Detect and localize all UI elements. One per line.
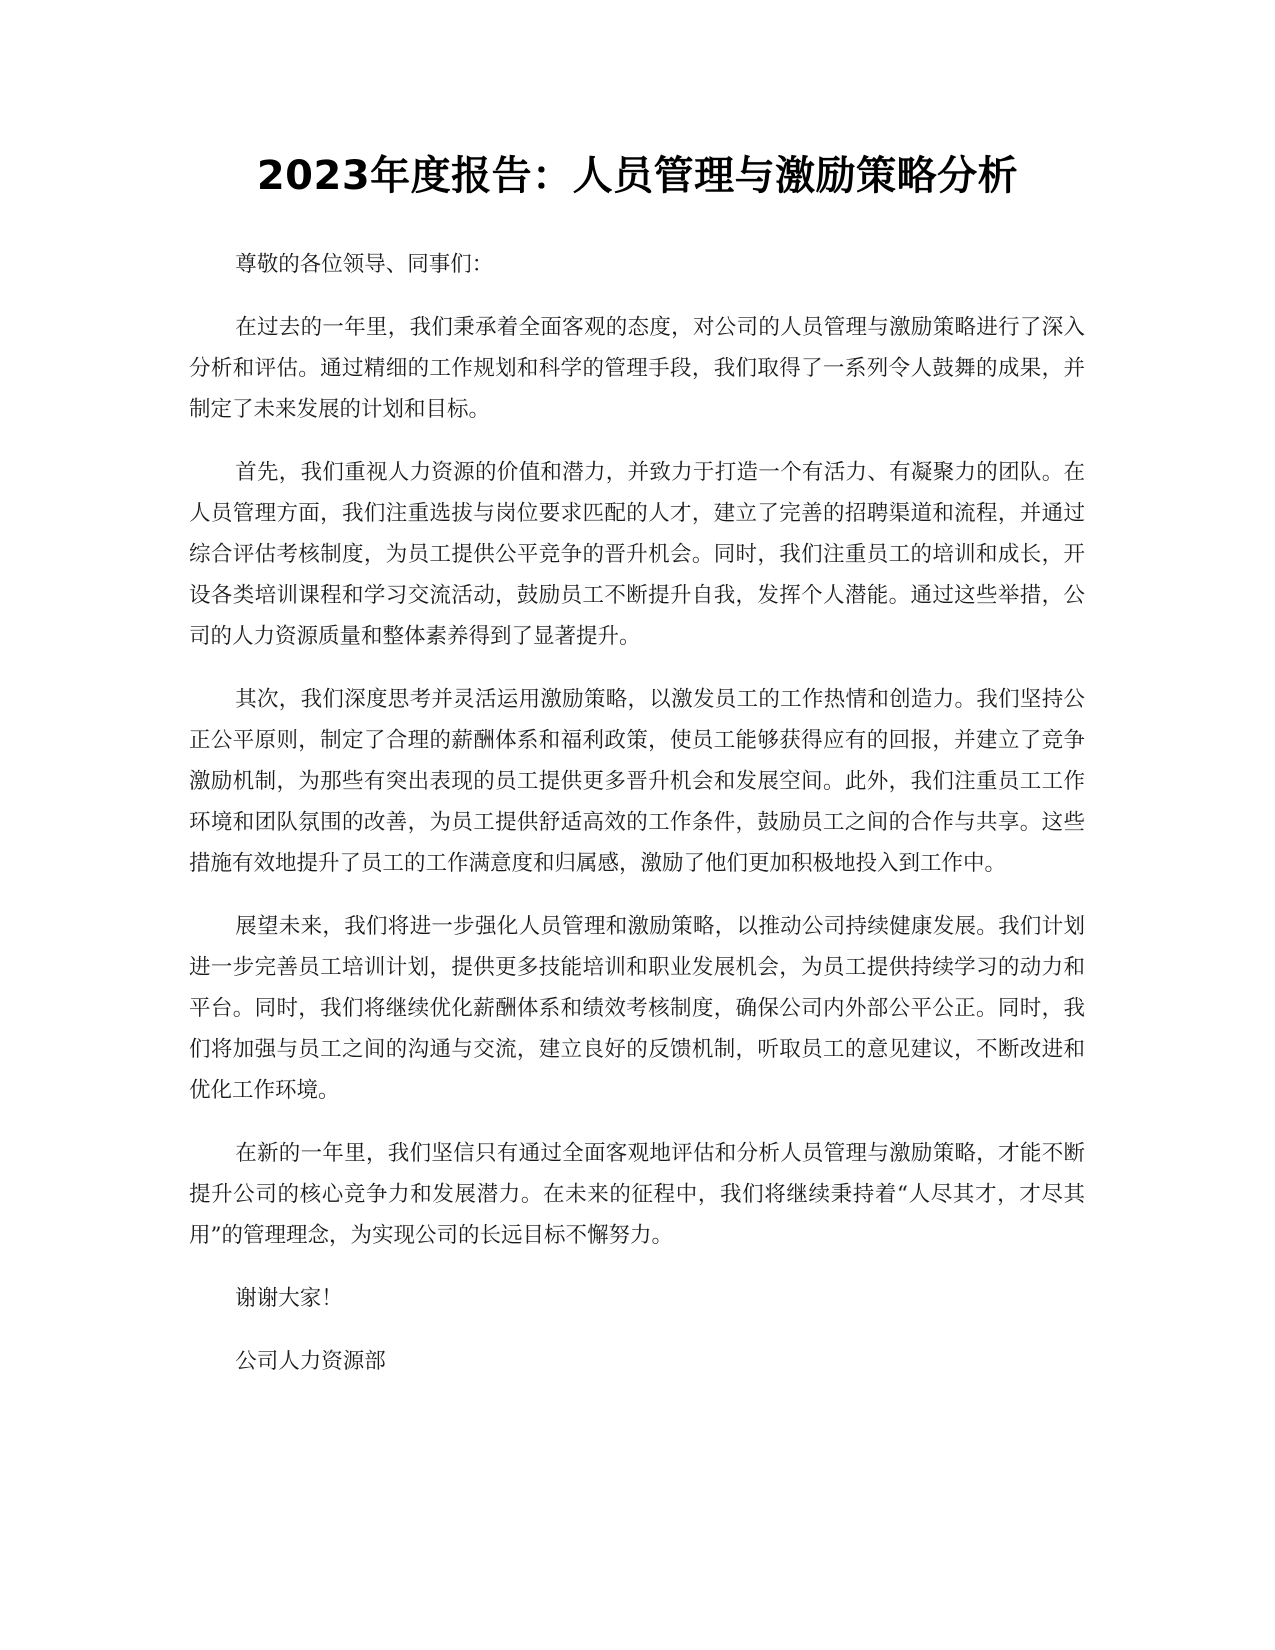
personnel-management-paragraph: 首先，我们重视人力资源的价值和潜力，并致力于打造一个有活力、有凝聚力的团队。在人员管理方面，我们注重选拔与岗位要求匹配的人才，建立了完善的招聘渠道和流程，并通过综合评估考核制度，为员工提供公平竞争的晋升机会。同时，我们注重员工的培训和成长，开设各类培训课程和学习交流活动，鼓励员工不断提升自我，发挥个人潜能。通过这些举措，公司的人力资源质量和整体素养得到了显著提升。	[189, 460, 1085, 649]
salutation-paragraph: 尊敬的各位领导、同事们：	[235, 252, 494, 277]
outlook-paragraph: 展望未来，我们将进一步强化人员管理和激励策略，以推动公司持续健康发展。我们计划进一步完善员工培训计划，提供更多技能培训和职业发展机会，为员工提供持续学习的动力和平台。同时，我们将继续优化薪酬体系和绩效考核制度，确保公司内外部公平公正。同时，我们将加强与员工之间的沟通与交流，建立良好的反馈机制，听取员工的意见建议，不断改进和优化工作环境。	[189, 914, 1085, 1103]
document-body	[189, 244, 1085, 1404]
document-title: 2023年度报告：人员管理与激励策略分析	[256, 153, 1019, 199]
incentive-strategy-paragraph: 其次，我们深度思考并灵活运用激励策略，以激发员工的工作热情和创造力。我们坚持公正公平原则，制定了合理的薪酬体系和福利政策，使员工能够获得应有的回报，并建立了竞争激励机制，为那些有突出表现的员工提供更多晋升机会和发展空间。此外，我们注重员工工作环境和团队氛围的改善，为员工提供舒适高效的工作条件，鼓励员工之间的合作与共享。这些措施有效地提升了员工的工作满意度和归属感，激励了他们更加积极地投入到工作中。	[189, 687, 1085, 876]
thanks-paragraph: 谢谢大家！	[235, 1286, 343, 1311]
intro-paragraph: 在过去的一年里，我们秉承着全面客观的态度，对公司的人员管理与激励策略进行了深入分析和评估。通过精细的工作规划和科学的管理手段，我们取得了一系列令人鼓舞的成果，并制定了未来发展的计划和目标。	[189, 315, 1085, 422]
conclusion-paragraph: 在新的一年里，我们坚信只有通过全面客观地评估和分析人员管理与激励策略，才能不断提升公司的核心竞争力和发展潜力。在未来的征程中，我们将继续秉持着“人尽其才，才尽其用”的管理理念，为实现公司的长远目标不懈努力。	[189, 1141, 1085, 1248]
signature-department: 公司人力资源部	[235, 1349, 386, 1374]
